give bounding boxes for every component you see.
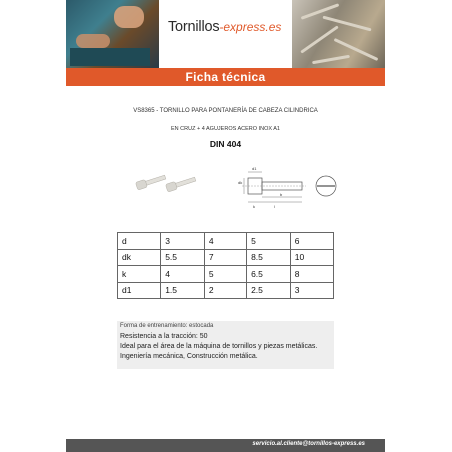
table-cell: 3: [161, 233, 205, 250]
title-banner: [66, 68, 385, 86]
row-label: k: [118, 266, 161, 283]
brand-logo: [168, 18, 288, 44]
banner-title: Ficha técnica: [185, 70, 266, 84]
technical-drawing: [238, 164, 342, 212]
description-strength: Resistencia a la tracción: 50: [120, 333, 208, 340]
table-cell: 5.5: [161, 249, 205, 266]
description-sectors: Ingeniería mecánica, Construcción metálica.: [120, 353, 258, 360]
label-d1: d1: [252, 166, 257, 171]
table-cell: 8: [290, 266, 333, 283]
description-form: Forma de entrenamiento: estocada: [120, 323, 214, 329]
table-row: [118, 233, 334, 250]
footer-bar: [66, 439, 385, 452]
table-cell: 2.5: [247, 282, 291, 299]
table-row: [118, 266, 334, 283]
brand-name: Tornillos: [168, 19, 220, 35]
product-standard: DIN 404: [209, 139, 242, 149]
header: [66, 0, 385, 68]
table-cell: 3: [290, 282, 333, 299]
brand-domain: -express.es: [219, 20, 282, 34]
table-cell: 10: [290, 249, 333, 266]
table-cell: 5: [247, 233, 291, 250]
product-title-line1: VS8365 - TORNILLO PARA PONTANERÍA DE CABEZA CILINDRICA: [133, 108, 318, 114]
label-dk: dk: [238, 180, 243, 185]
header-photo-tools: [66, 0, 159, 68]
footer-email-link[interactable]: servicio.al.cliente@tornillos-express.es: [252, 441, 365, 447]
spec-table: [117, 232, 334, 299]
label-k: k: [253, 204, 255, 209]
table-cell: 7: [204, 249, 246, 266]
description-box: [117, 321, 334, 369]
table-cell: 1.5: [161, 282, 205, 299]
table-cell: 6.5: [247, 266, 291, 283]
product-photo-screws: [130, 168, 200, 196]
table-cell: 5: [204, 266, 246, 283]
table-cell: 4: [204, 233, 246, 250]
product-title-line2: EN CRUZ + 4 AGUJEROS ACERO INOX A1: [171, 126, 280, 132]
header-photo-screws: [292, 0, 385, 68]
row-label: d1: [118, 282, 161, 299]
table-row: [118, 249, 334, 266]
table-cell: 6: [290, 233, 333, 250]
table-cell: 4: [161, 266, 205, 283]
description-use: Ideal para el área de la máquina de tornillos y piezas metálicas.: [120, 343, 318, 350]
row-label: d: [118, 233, 161, 250]
table-cell: 8.5: [247, 249, 291, 266]
table-cell: 2: [204, 282, 246, 299]
table-row: [118, 282, 334, 299]
label-l: l: [274, 204, 275, 209]
row-label: dk: [118, 249, 161, 266]
label-b: b: [280, 192, 283, 197]
